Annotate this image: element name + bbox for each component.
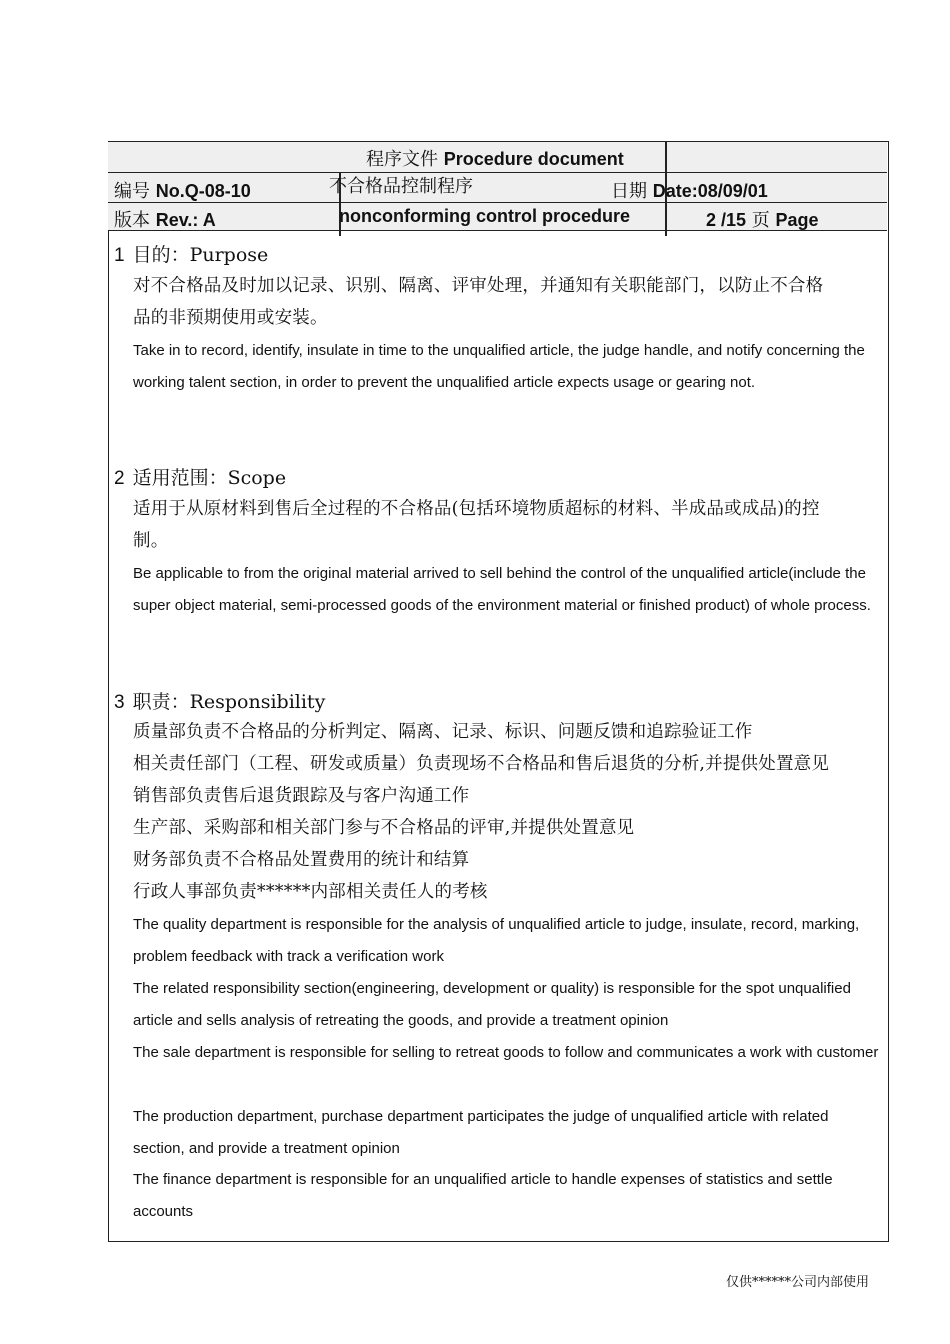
doc-revision-label: 版本 [114,210,150,231]
section-text-zh: 适用于从原材料到售后全过程的不合格品(包括环境物质超标的材料、半成品或成品)的控 [133,499,820,519]
section-title [114,687,325,714]
doc-date [611,177,768,203]
section-text-en: The sale department is responsible for selling to retreat goods to follow and communicates a work with customer [133,1044,879,1061]
section-number: 1 [114,245,125,266]
doc-date-value: Date:08/09/01 [652,181,768,201]
section-number: 3 [114,692,125,713]
doc-type-zh: 程序文件 [366,149,438,170]
doc-revision-value: Rev.: A [155,210,216,230]
section-text-zh: 相关责任部门（工程、研发或质量）负责现场不合格品和售后退货的分析,并提供处置意见 [133,754,830,774]
doc-number-label: 编号 [114,181,150,202]
section-text-zh: 财务部负责不合格品处置费用的统计和结算 [133,850,470,870]
footer-note: 仅供******公司内部使用 [726,1275,870,1290]
doc-number-value: No.Q-08-10 [155,181,251,201]
doc-date-label: 日期 [611,181,647,202]
section-text-zh: 制。 [133,531,169,551]
section-text-en: The quality department is responsible for the analysis of unqualified article to judge, insulate, record, marking, problem feedback with track a verification work [133,916,860,965]
section-text-en: Take in to record, identify, insulate in time to the unqualified article, the judge handle, and notify concerning the working talent section, in order to prevent the unqualified article expects usage or gearing not. [133,342,865,391]
section-text-en: Be applicable to from the original material arrived to sell behind the control of the unqualified article(include the super object material, semi-processed goods of the environment material or finished product) of whole process. [133,565,871,614]
section-text-zh: 质量部负责不合格品的分析判定、隔离、记录、标识、问题反馈和追踪验证工作 [133,722,753,742]
section-text-zh: 行政人事部负责******内部相关责任人的考核 [133,882,488,902]
doc-number [114,177,251,203]
doc-page [706,206,819,232]
section-number: 2 [114,468,125,489]
section-title [114,463,286,490]
section-text-en: The related responsibility section(engineering, development or quality) is responsible for the spot unqualified article and sells analysis of retreating the goods, and provide a treatment opinion [133,980,851,1029]
section-text-zh: 对不合格品及时加以记录、识别、隔离、评审处理，并通知有关职能部门，以防止不合格 [133,276,824,296]
doc-type [366,145,624,171]
section-text-zh: 销售部负责售后退货跟踪及与客户沟通工作 [133,786,470,806]
section-heading: 适用范围：Scope [132,467,287,489]
section-text-zh: 品的非预期使用或安装。 [133,308,328,328]
section-heading: 目的：Purpose [132,244,269,266]
doc-page-label-en: Page [775,210,819,230]
doc-title-en-text: nonconforming control procedure [339,206,630,226]
doc-type-en: Procedure document [443,149,624,169]
doc-title-zh: 不合格品控制程序 [329,176,473,197]
doc-page-value: 2 /15 [706,210,747,230]
section-text-zh: 生产部、采购部和相关部门参与不合格品的评审,并提供处置意见 [133,818,635,838]
doc-page-label-zh: 页 [751,210,770,231]
section-title [114,240,268,267]
section-heading: 职责：Responsibility [132,691,326,713]
doc-title-en [339,206,630,227]
doc-revision [114,206,216,232]
section-text-en: The finance department is responsible for an unqualified article to handle expenses of statistics and settle accounts [133,1171,833,1220]
section-text-en: The production department, purchase department participates the judge of unqualified article with related section, and provide a treatment opinion [133,1108,829,1157]
